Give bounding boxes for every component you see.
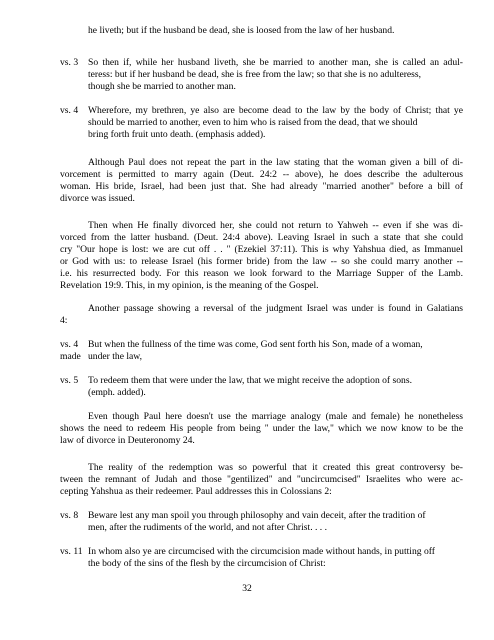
paragraph-line: Another passage showing a reversal of the judgment Israel was under is found in Galatians: [88, 303, 463, 314]
verse-line: the body of the sins of the flesh by the circumcision of Christ:: [88, 558, 326, 569]
verse-line: bring forth fruit unto death. (emphasis added).: [88, 129, 266, 140]
verse-line: men, after the rudiments of the world, and not after Christ. . . .: [88, 522, 327, 533]
verse-label: made: [60, 351, 81, 362]
paragraph-line: woman. His bride, Israel, had been just that. She had already "married another" before a bill of: [60, 181, 463, 192]
paragraph-line: law of divorce in Deuteronomy 24.: [60, 435, 195, 446]
verse-line: (emph. added).: [88, 387, 146, 398]
verse-line: But when the fullness of the time was come, God sent forth his Son, made of a woman,: [88, 339, 423, 350]
paragraph-line: vorcement is permitted to marry again (Deut. 24:2 -- above), he does describe the adulterous: [60, 169, 463, 180]
verse-label: vs. 4: [60, 339, 79, 350]
paragraph-line: Then when He finally divorced her, she could not return to Yahweh -- even if she was di-: [88, 220, 463, 231]
verse-line: Beware lest any man spoil you through philosophy and vain deceit, after the tradition of: [88, 510, 426, 521]
page-number: 32: [242, 583, 252, 594]
verse-line: So then if, while her husband liveth, she be married to another man, she is called an adul-: [88, 57, 463, 68]
verse-label: vs. 3: [60, 57, 79, 68]
verse-label: vs. 11: [60, 546, 83, 557]
paragraph-line: divorce was issued.: [60, 193, 135, 204]
paragraph-line: cry "Our hope is lost: we are cut off . . " (Ezekiel 37:11). This is why Yahshua died, as Immanuel: [60, 244, 463, 255]
verse-line: under the law,: [88, 351, 142, 362]
verse-line: teress: but if her husband be dead, she is free from the law; so that she is no adulteress,: [88, 69, 422, 80]
paragraph-line: shows the need to redeem His people from being " under the law," which we now know to be the: [60, 423, 463, 434]
verse-label: vs. 5: [60, 375, 79, 386]
paragraph-line: i.e. his resurrected body. For this reason we look forward to the Marriage Supper of the Lamb.: [60, 268, 463, 279]
paragraph-line: cepting Yahshua as their redeemer. Paul addresses this in Colossians 2:: [60, 486, 332, 497]
paragraph-line: vorced from the latter husband. (Deut. 24:4 above). Leaving Israel in such a state that she could: [60, 232, 463, 243]
chapter-label: 4:: [60, 315, 68, 326]
paragraph-line: Revelation 19:9. This, in my opinion, is the meaning of the Gospel.: [60, 280, 319, 291]
verse-line: Wherefore, my brethren, ye also are become dead to the law by the body of Christ; that ye: [88, 105, 463, 116]
verse-line: he liveth; but if the husband be dead, she is loosed from the law of her husband.: [88, 25, 395, 36]
verse-line: To redeem them that were under the law, that we might receive the adoption of sons.: [88, 375, 412, 386]
verse-line: though she be married to another man.: [88, 81, 236, 92]
paragraph-line: Although Paul does not repeat the part in the law stating that the woman given a bill of di-: [88, 157, 463, 168]
paragraph-line: tween the remnant of Judah and those "gentilized" and "uncircumcised" Israelites who were ac-: [60, 474, 463, 485]
verse-line: should be married to another, even to him who is raised from the dead, that we should: [88, 117, 418, 128]
verse-label: vs. 4: [60, 105, 79, 116]
paragraph-line: The reality of the redemption was so powerful that it created this great controversy be-: [88, 462, 463, 473]
verse-label: vs. 8: [60, 510, 79, 521]
paragraph-line: or God with us: to release Israel (his former bride) from the law -- so she could marry another --: [60, 256, 463, 267]
paragraph-line: Even though Paul here doesn't use the marriage analogy (male and female) he nonetheless: [88, 411, 463, 422]
verse-line: In whom also ye are circumcised with the circumcision made without hands, in putting off: [88, 546, 435, 557]
